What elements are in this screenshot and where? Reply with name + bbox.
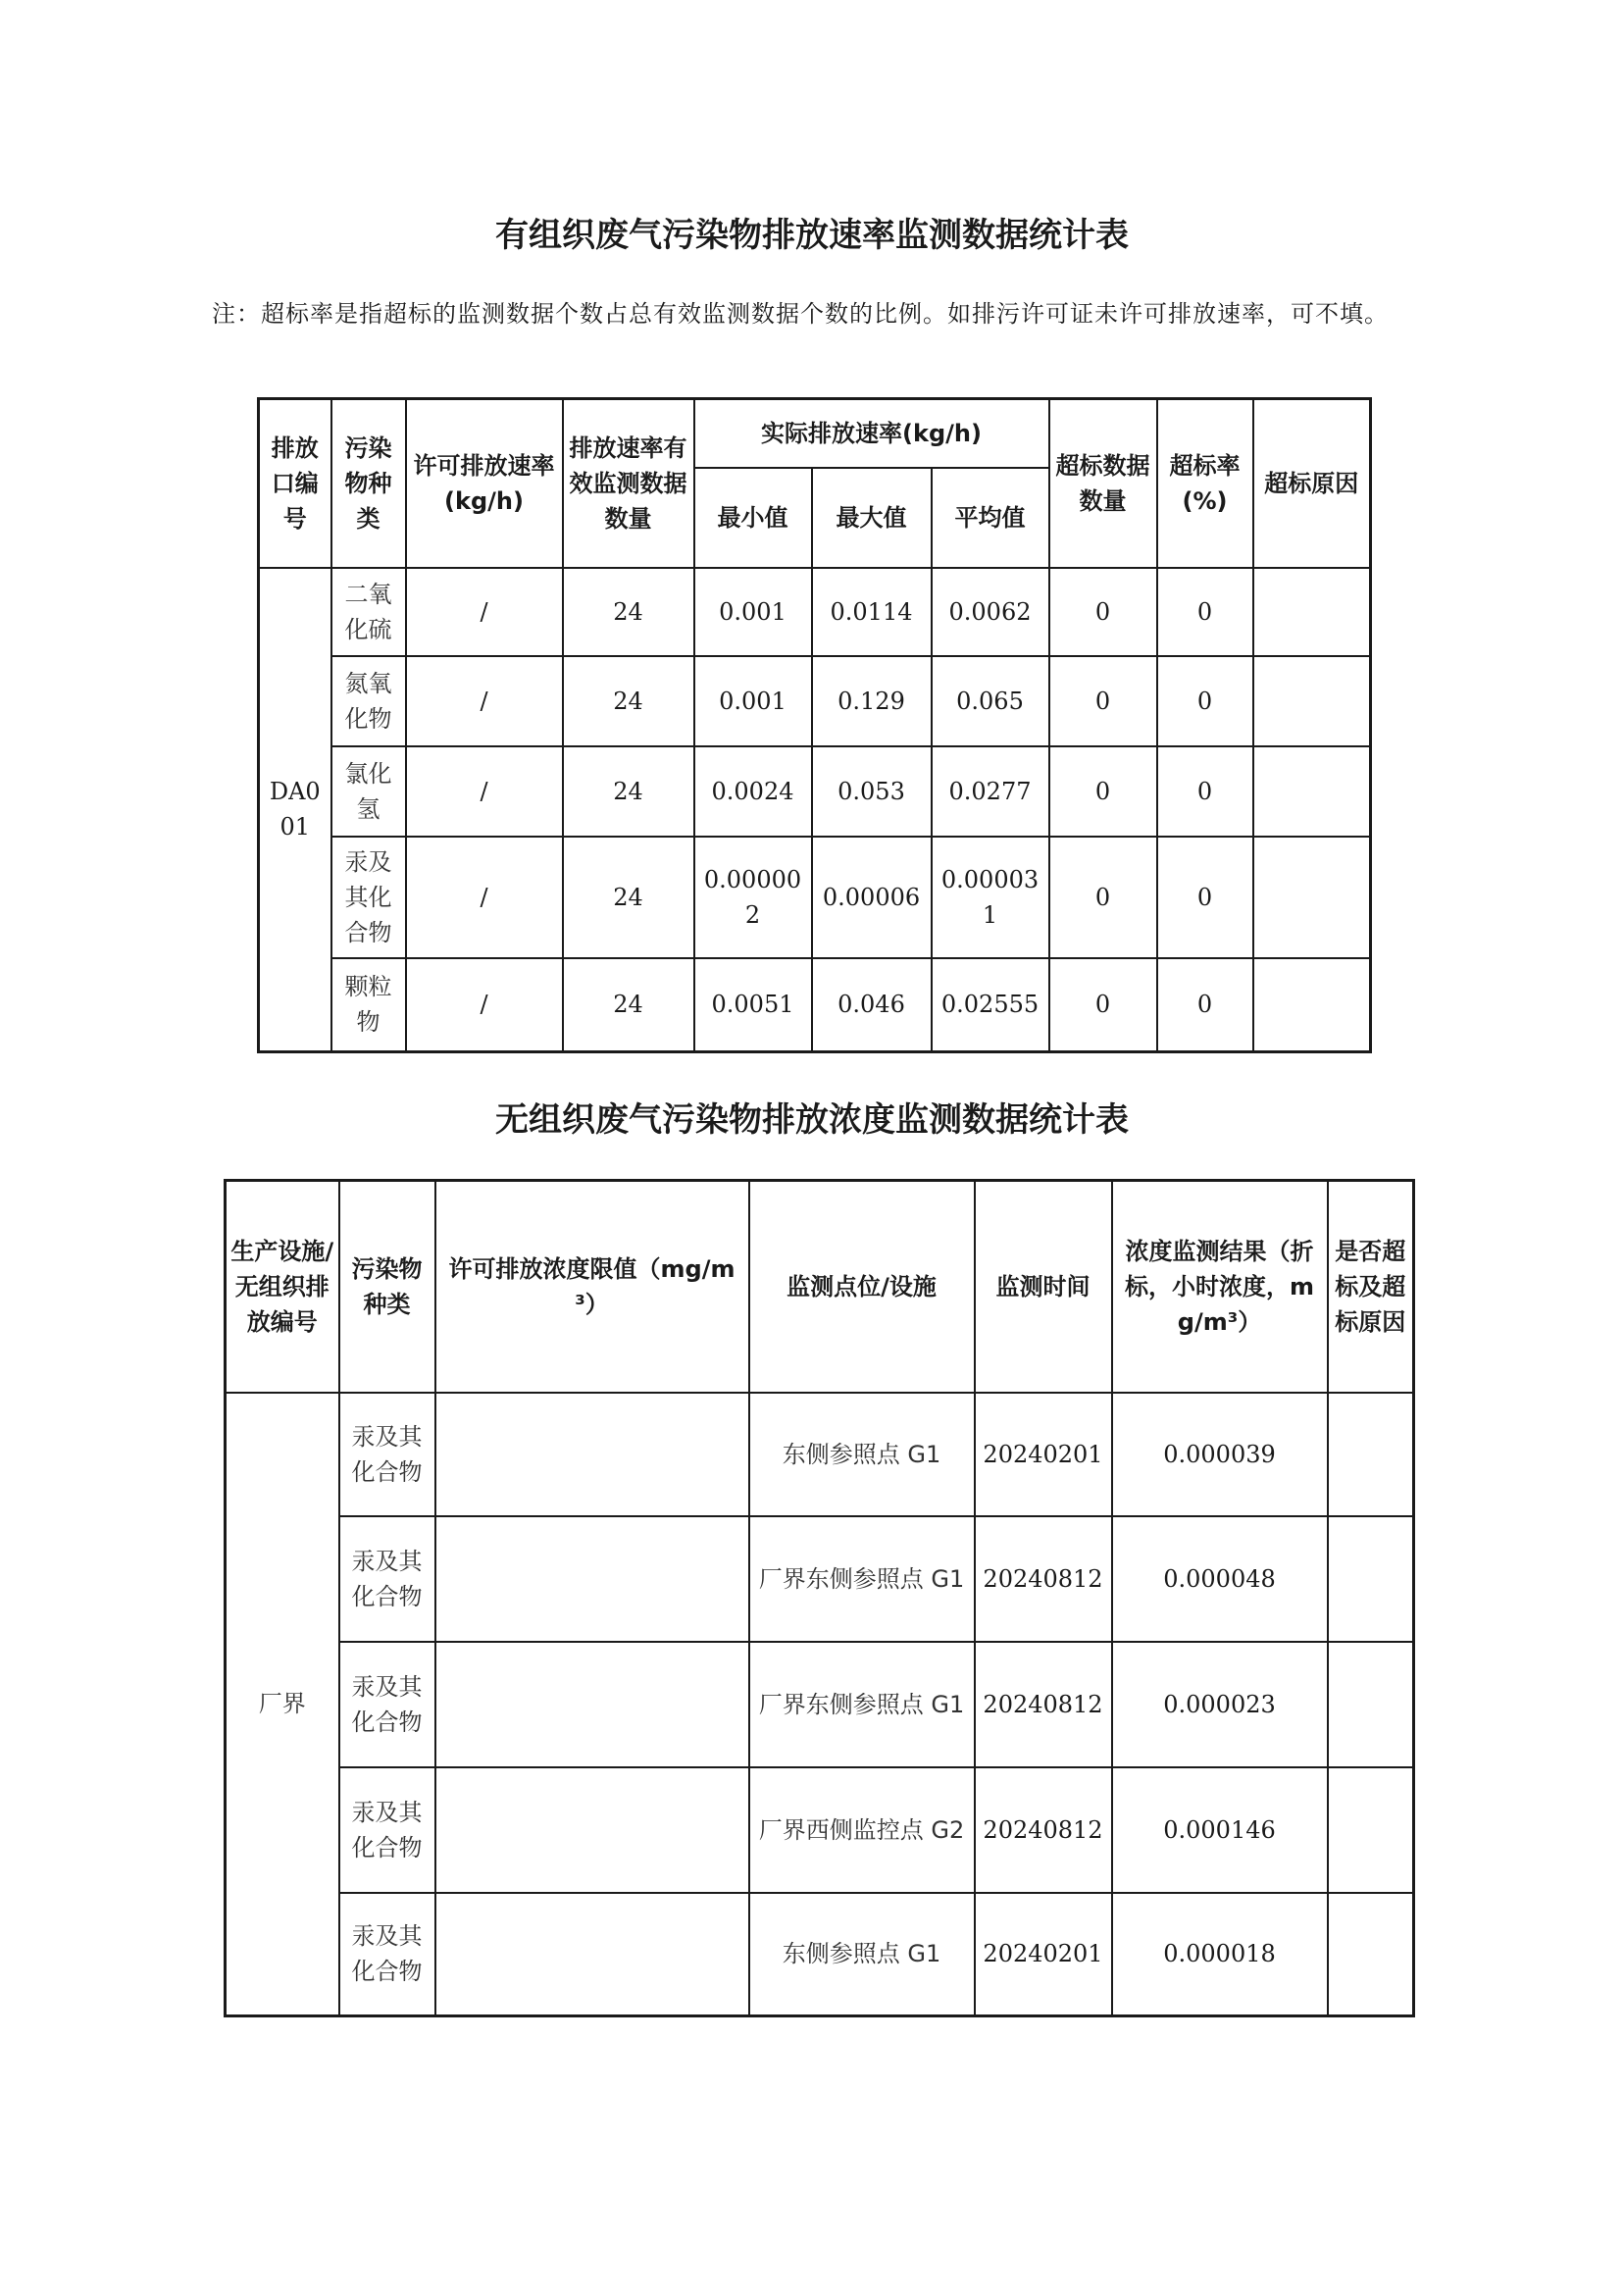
pollutant-cell: 颗粒物 <box>331 958 406 1052</box>
avg-cell: 0.0277 <box>932 746 1049 837</box>
table1-note: 注：超标率是指超标的监测数据个数占总有效监测数据个数的比例。如排污许可证未许可排放速率，可不填。 <box>212 300 1389 328</box>
exceed-count-cell: 0 <box>1049 746 1157 837</box>
permit-cell: / <box>406 958 563 1052</box>
permit-cell: / <box>406 837 563 958</box>
point-cell: 东侧参照点 G1 <box>749 1893 975 2016</box>
min-cell: 0.000002 <box>694 837 812 958</box>
limit-cell <box>435 1516 749 1642</box>
avg-cell: 0.0062 <box>932 568 1049 656</box>
pollutant-cell: 汞及其化合物 <box>339 1767 435 1893</box>
table-row <box>226 1642 1414 1767</box>
table-row <box>226 1516 1414 1642</box>
exceed-reason-cell <box>1253 958 1371 1052</box>
exceed-count-cell: 0 <box>1049 656 1157 746</box>
avg-cell: 0.000031 <box>932 837 1049 958</box>
point-cell: 东侧参照点 G1 <box>749 1393 975 1516</box>
min-cell: 0.0024 <box>694 746 812 837</box>
table-row <box>259 568 1371 656</box>
result-cell: 0.000023 <box>1112 1642 1328 1767</box>
max-cell: 0.0114 <box>812 568 932 656</box>
header-exceed-count: 超标数据数量 <box>1049 399 1157 568</box>
table-row <box>226 1767 1414 1893</box>
min-cell: 0.0051 <box>694 958 812 1052</box>
result-cell: 0.000146 <box>1112 1767 1328 1893</box>
avg-cell: 0.02555 <box>932 958 1049 1052</box>
pollutant-cell: 汞及其化合物 <box>339 1393 435 1516</box>
header-avg: 平均值 <box>932 468 1049 568</box>
header-pollutant: 污染物种类 <box>339 1181 435 1393</box>
header-facility: 生产设施/无组织排放编号 <box>226 1181 339 1393</box>
header-pollutant: 污染物种类 <box>331 399 406 568</box>
table2-title: 无组织废气污染物排放浓度监测数据统计表 <box>495 1100 1129 1140</box>
time-cell: 20240201 <box>975 1393 1112 1516</box>
exceed-rate-cell: 0 <box>1157 958 1253 1052</box>
avg-cell: 0.065 <box>932 656 1049 746</box>
limit-cell <box>435 1393 749 1516</box>
header-valid-count: 排放速率有效监测数据数量 <box>563 399 694 568</box>
header-actual-rate: 实际排放速率(kg/h) <box>694 399 1049 468</box>
permit-cell: / <box>406 746 563 837</box>
exceed-reason-cell <box>1253 837 1371 958</box>
exceed-rate-cell: 0 <box>1157 746 1253 837</box>
time-cell: 20240812 <box>975 1516 1112 1642</box>
exceed-cell <box>1328 1893 1414 2016</box>
point-cell: 厂界东侧参照点 G1 <box>749 1516 975 1642</box>
count-cell: 24 <box>563 837 694 958</box>
table-row <box>226 1393 1414 1516</box>
exceed-reason-cell <box>1253 746 1371 837</box>
pollutant-cell: 氮氧化物 <box>331 656 406 746</box>
header-exceed-reason: 超标原因 <box>1253 399 1371 568</box>
exceed-cell <box>1328 1642 1414 1767</box>
table-row <box>259 958 1371 1052</box>
max-cell: 0.053 <box>812 746 932 837</box>
header-result: 浓度监测结果（折标，小时浓度，mg/m³） <box>1112 1181 1328 1393</box>
point-cell: 厂界西侧监控点 G2 <box>749 1767 975 1893</box>
count-cell: 24 <box>563 656 694 746</box>
min-cell: 0.001 <box>694 568 812 656</box>
count-cell: 24 <box>563 958 694 1052</box>
exceed-cell <box>1328 1516 1414 1642</box>
table1-title: 有组织废气污染物排放速率监测数据统计表 <box>495 216 1129 255</box>
max-cell: 0.00006 <box>812 837 932 958</box>
time-cell: 20240201 <box>975 1893 1112 2016</box>
table-row <box>259 746 1371 837</box>
exceed-count-cell: 0 <box>1049 568 1157 656</box>
count-cell: 24 <box>563 568 694 656</box>
table-row <box>226 1893 1414 2016</box>
result-cell: 0.000039 <box>1112 1393 1328 1516</box>
exceed-rate-cell: 0 <box>1157 837 1253 958</box>
facility-id: 厂界 <box>226 1393 339 2016</box>
exceed-count-cell: 0 <box>1049 837 1157 958</box>
header-time: 监测时间 <box>975 1181 1112 1393</box>
time-cell: 20240812 <box>975 1767 1112 1893</box>
pollutant-cell: 汞及其化合物 <box>339 1642 435 1767</box>
exceed-reason-cell <box>1253 568 1371 656</box>
fugitive-emission-concentration-table <box>224 1179 1415 2017</box>
pollutant-cell: 汞及其化合物 <box>339 1516 435 1642</box>
max-cell: 0.046 <box>812 958 932 1052</box>
min-cell: 0.001 <box>694 656 812 746</box>
pollutant-cell: 氯化氢 <box>331 746 406 837</box>
exceed-reason-cell <box>1253 656 1371 746</box>
table-row <box>259 837 1371 958</box>
exceed-rate-cell: 0 <box>1157 568 1253 656</box>
permit-cell: / <box>406 656 563 746</box>
header-max: 最大值 <box>812 468 932 568</box>
pollutant-cell: 二氧化硫 <box>331 568 406 656</box>
permit-cell: / <box>406 568 563 656</box>
exceed-count-cell: 0 <box>1049 958 1157 1052</box>
header-point: 监测点位/设施 <box>749 1181 975 1393</box>
time-cell: 20240812 <box>975 1642 1112 1767</box>
organized-emission-rate-table <box>257 397 1372 1053</box>
header-exceed: 是否超标及超标原因 <box>1328 1181 1414 1393</box>
count-cell: 24 <box>563 746 694 837</box>
header-outlet: 排放口编号 <box>259 399 331 568</box>
pollutant-cell: 汞及其化合物 <box>331 837 406 958</box>
limit-cell <box>435 1642 749 1767</box>
exceed-cell <box>1328 1767 1414 1893</box>
outlet-id: DA001 <box>259 568 331 1052</box>
exceed-rate-cell: 0 <box>1157 656 1253 746</box>
header-limit: 许可排放浓度限值（mg/m³） <box>435 1181 749 1393</box>
pollutant-cell: 汞及其化合物 <box>339 1893 435 2016</box>
point-cell: 厂界东侧参照点 G1 <box>749 1642 975 1767</box>
header-permit-rate: 许可排放速率(kg/h) <box>406 399 563 568</box>
exceed-cell <box>1328 1393 1414 1516</box>
result-cell: 0.000048 <box>1112 1516 1328 1642</box>
table-row <box>259 656 1371 746</box>
limit-cell <box>435 1893 749 2016</box>
max-cell: 0.129 <box>812 656 932 746</box>
result-cell: 0.000018 <box>1112 1893 1328 2016</box>
header-exceed-rate: 超标率(%) <box>1157 399 1253 568</box>
limit-cell <box>435 1767 749 1893</box>
header-min: 最小值 <box>694 468 812 568</box>
